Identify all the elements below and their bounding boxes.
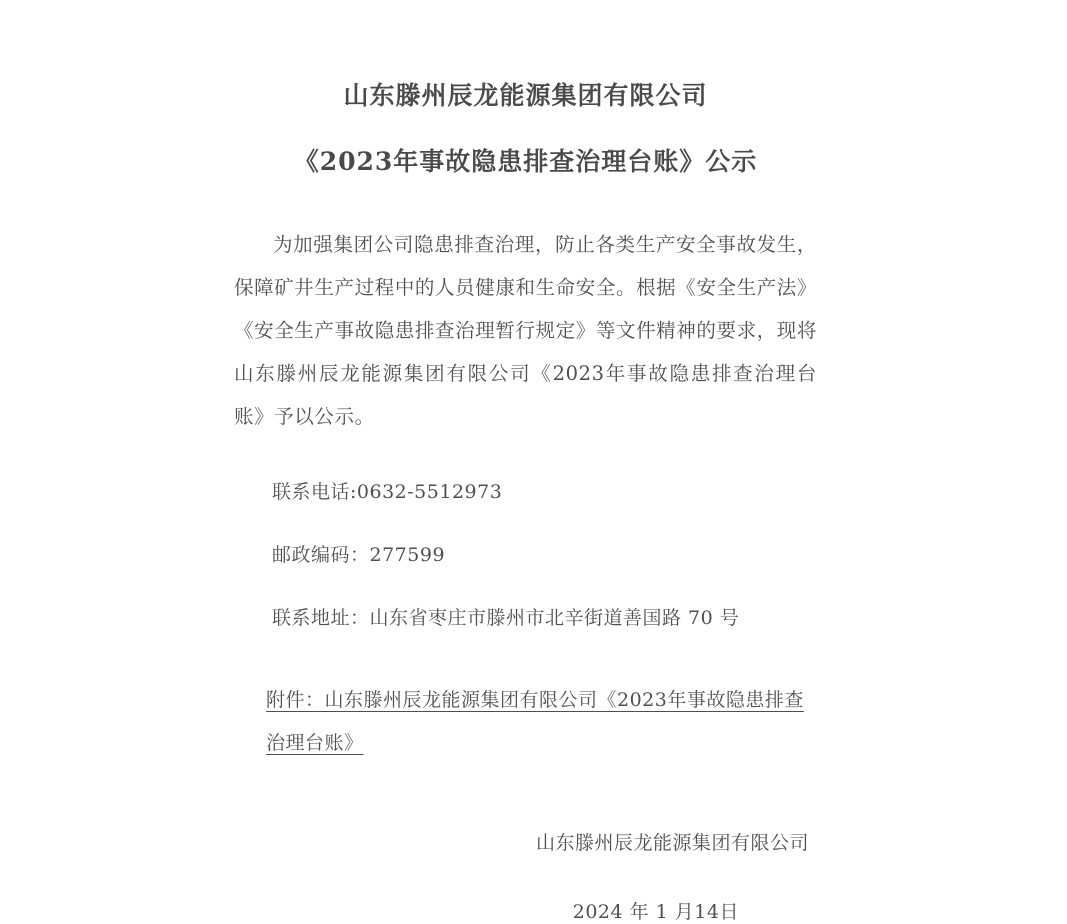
document-body (234, 223, 817, 438)
signature-date: 2024 年 1 月14日 (572, 900, 739, 923)
signature-block (234, 823, 817, 863)
attachment-link[interactable]: 附件：山东滕州辰龙能源集团有限公司《2023年事故隐患排查治理台账》 (266, 688, 804, 754)
page-title-line-1: 山东滕州辰龙能源集团有限公司 (343, 81, 708, 110)
document-title-block (234, 78, 817, 181)
signature-organization: 山东滕州辰龙能源集团有限公司 (535, 831, 809, 854)
attachment-block (234, 679, 817, 765)
page-title-line-2: 《2023年事故隐患排查治理台账》公示 (293, 147, 758, 177)
contact-phone: 联系电话:0632-5512973 (272, 480, 503, 503)
contact-info-block (234, 472, 817, 639)
contact-address: 联系地址：山东省枣庄市滕州市北辛街道善国路 70 号 (272, 606, 740, 629)
body-paragraph: 为加强集团公司隐患排查治理，防止各类生产安全事故发生，保障矿井生产过程中的人员健康和生命安全。根据《安全生产法》《安全生产事故隐患排查治理暂行规定》等文件精神的要求，现将山东滕州辰龙能源集团有限公司《2023年事故隐患排查治理台账》予以公示。 (234, 232, 817, 428)
postal-code: 邮政编码：277599 (272, 543, 446, 566)
